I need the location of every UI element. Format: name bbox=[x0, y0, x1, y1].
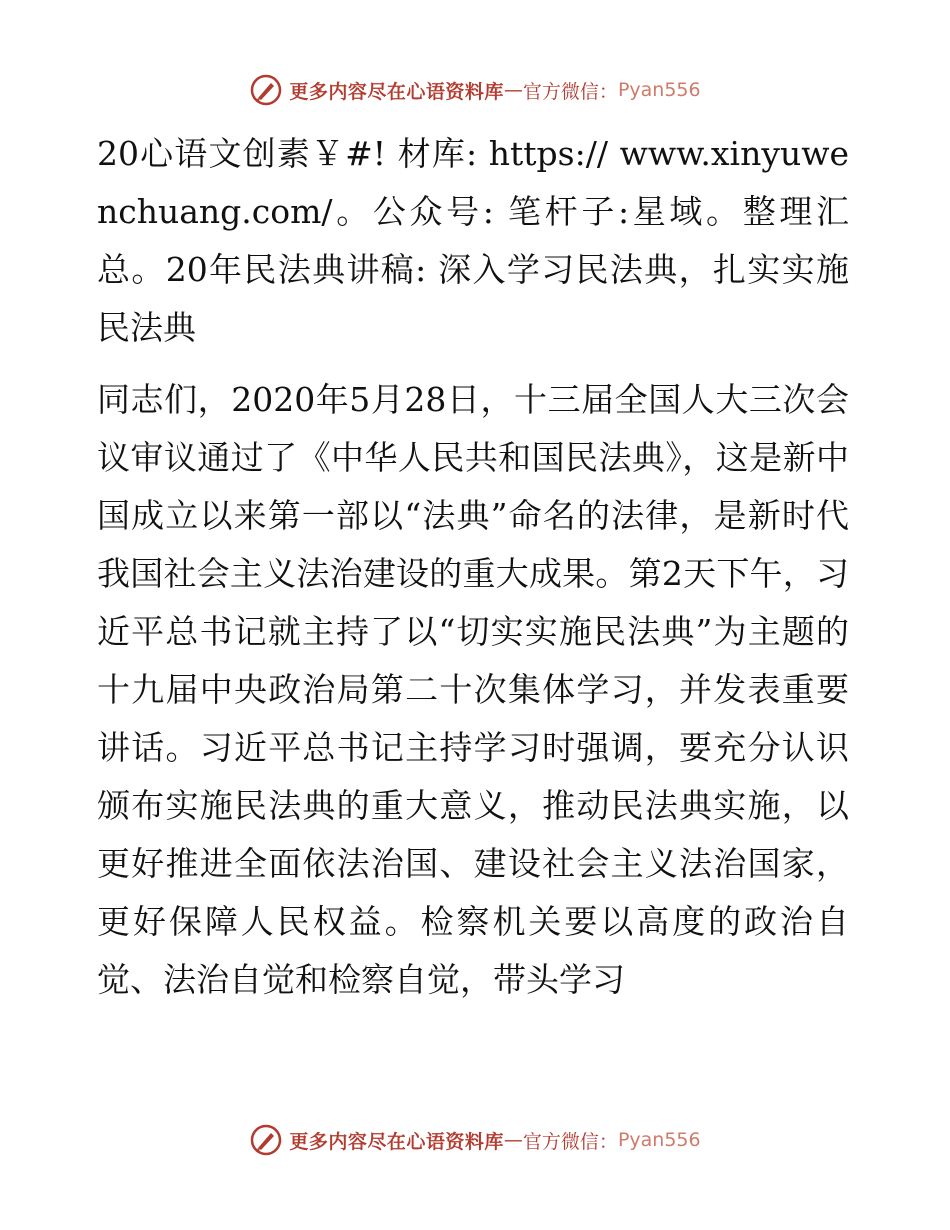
pen-logo-icon bbox=[249, 73, 283, 107]
footer-dash: — bbox=[503, 1129, 523, 1151]
document-body bbox=[97, 125, 849, 1009]
footer-wechat-id: Pyan556 bbox=[617, 1129, 701, 1151]
footer-banner bbox=[0, 1120, 950, 1160]
footer-wechat-label: 官方微信： bbox=[522, 1130, 618, 1153]
header-promo-text: 更多内容尽在心语资料库 bbox=[289, 80, 504, 103]
speech-paragraph: 同志们，2020年5月28日，十三届全国人大三次会议审议通过了《中华人民共和国民法典》，这是新中国成立以来第一部以“法典”命名的法律，是新时代我国社会主义法治建设的重大成果。第2天下午，习近平总书记就主持了以“切实实施民法典”为主题的十九届中央政治局第二十次集体学习，并发表重要讲话。习近平总书记主持学习时强调，要充分认识颁布实施民法典的重大意义，推动民法典实施，以更好推进全面依法治国、建设社会主义法治国家，更好保障人民权益。检察机关要以高度的政治自觉、法治自觉和检察自觉，带头学习 bbox=[97, 380, 849, 999]
intro-paragraph: 20心语文创素￥#! 材库: https:// www.xinyuwenchuang.com/。公众号: 笔杆子:星域。整理汇总。20年民法典讲稿: 深入学习民法典，扎实实施民法典 bbox=[97, 134, 849, 347]
header-wechat-label: 官方微信： bbox=[522, 80, 618, 103]
pen-logo-icon bbox=[249, 1123, 283, 1157]
header-banner bbox=[0, 70, 950, 110]
header-wechat-id: Pyan556 bbox=[617, 79, 701, 101]
header-dash: — bbox=[503, 79, 523, 101]
footer-promo-text: 更多内容尽在心语资料库 bbox=[289, 1130, 504, 1153]
